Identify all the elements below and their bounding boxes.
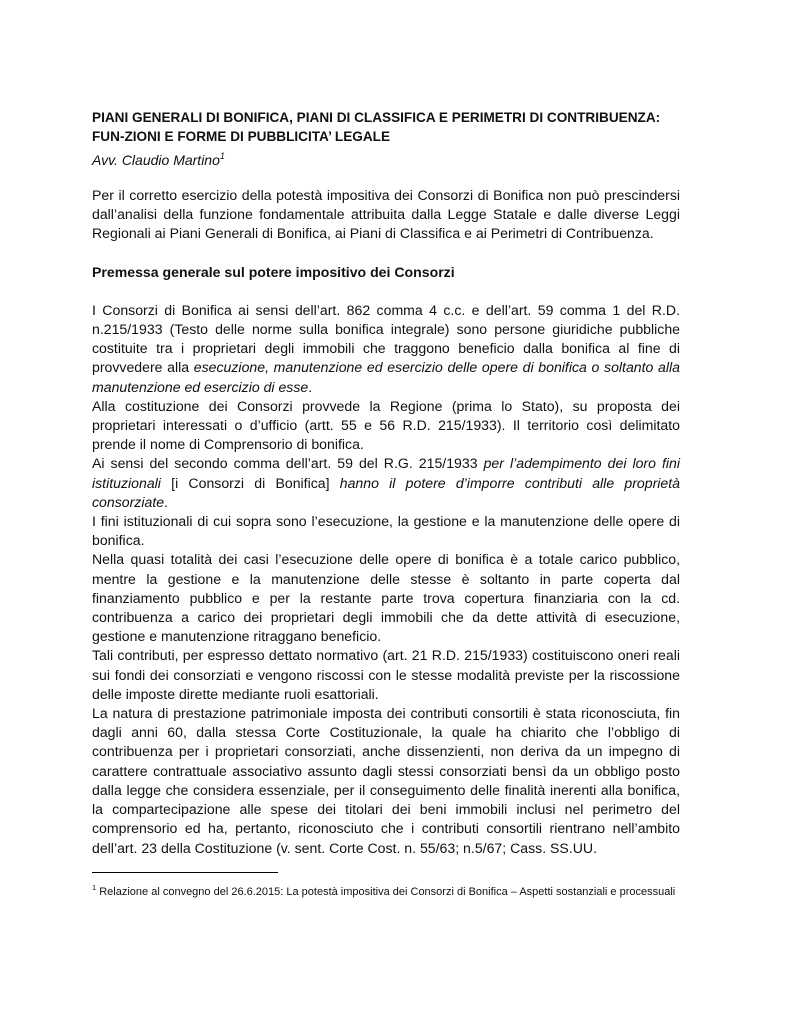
author-footnote-ref[interactable]: 1 xyxy=(219,151,225,161)
paragraph-1-end: . xyxy=(308,378,313,395)
paragraph-5: Nella quasi totalità dei casi l’esecuzione delle opere di bonifica è a totale carico pubblico, mentre la gestione e la manutenzione delle stesse è soltanto in parte coperta dal finanziamento pubblico e per la restante parte trova copertura finanziaria con la cd. contribuenza a carico dei proprietari degli immobili che da dette attività di esecuzione, gestione e manutenzione ritraggano beneficio. xyxy=(92,551,680,645)
paragraph-6: Tali contributi, per espresso dettato normativo (art. 21 R.D. 215/1933) costituiscono oneri reali sui fondi dei consorziati e vengono riscossi con le stesse modalità previste per la riscossione delle imposte dirette mediante ruoli esattoriali. xyxy=(92,647,680,702)
section-heading: Premessa generale sul potere impositivo dei Consorzi xyxy=(92,263,455,280)
paragraph-3-emphasis-2: hanno il potere d’imporre contributi alle proprietà consorziate xyxy=(92,474,681,510)
footnote-text: Relazione al convegno del 26.6.2015: La potestà impositiva dei Consorzi di Bonifica – Aspetti sostanziali e processuali xyxy=(99,886,676,898)
paragraph-3 xyxy=(92,454,680,512)
paragraph-7: La natura di prestazione patrimoniale imposta dei contributi consortili è stata riconosciuta, fin dagli anni 60, dalla stessa Corte Costituzionale, la quale ha chiarito che l’obbligo di contribuenza per i proprietari consorziati, anche dissenzienti, non deriva da un impegno di carattere contrattuale associativo assunto dagli stessi consorziati bensì da un obbligo posto dalla legge che considera essenziale, per il conseguimento delle finalità inerenti alla bonifica, la compartecipazione alle spese dei titolari dei beni immobili inclusi nel perimetro del comprensorio ed ha, pertanto, riconosciuto che i contributi consortili rientrano nell’ambito dell’art. 23 della Costituzione (v. sent. Corte Cost. n. 55/63; n.5/67; Cass. SS.UU. xyxy=(92,705,680,856)
intro-paragraph: Per il corretto esercizio della potestà impositiva dei Consorzi di Bonifica non può prescindersi dall’analisi della funzione fondamentale attribuita dalla Legge Statale e dalle diverse Leggi Regionali ai Piani Generali di Bonifica, ai Piani di Classifica e ai Perimetri di Contribuenza. xyxy=(92,187,680,242)
paragraph-1-text: I Consorzi di Bonifica ai sensi dell’art. 862 comma 4 c.c. e dell’art. 59 comma 1 del R.D. n.215/1933 (Testo delle norme sulla bonifica integrale) sono persone giuridiche pubbliche costituite tra i proprietari degli immobili che traggono beneficio dalla bonifica al fine di provvedere alla xyxy=(92,301,680,376)
document-title: PIANI GENERALI DI BONIFICA, PIANI DI CLASSIFICA E PERIMETRI DI CONTRIBUENZA: FUN-ZIONI E FORME DI PUBBLICITA’ LEGALE xyxy=(92,110,661,144)
paragraph-1-emphasis: esecuzione, manutenzione ed esercizio delle opere di bonifica o soltanto alla manutenzione ed esercizio di esse xyxy=(92,359,680,395)
footnote-number: 1 xyxy=(92,883,97,892)
paragraph-3-emphasis-1: per l’adempimento dei loro fini istituzionali xyxy=(92,455,680,491)
author-name: Avv. Claudio Martino xyxy=(92,152,220,168)
document-author xyxy=(92,146,680,170)
body-text xyxy=(92,301,680,858)
paragraph-3-middle: [i Consorzi di Bonifica] xyxy=(160,474,340,491)
paragraph-1 xyxy=(92,301,680,397)
paragraph-4: I fini istituzionali di cui sopra sono l’esecuzione, la gestione e la manutenzione delle opere di bonifica. xyxy=(92,513,680,549)
paragraph-2: Alla costituzione dei Consorzi provvede la Regione (prima lo Stato), su proposta dei proprietari interessati o d’ufficio (artt. 55 e 56 R.D. 215/1933). Il territorio così delimitato prende il nome di Comprensorio di bonifica. xyxy=(92,397,680,453)
footnote xyxy=(92,880,680,900)
document-page xyxy=(92,108,680,858)
paragraph-3-text: Ai sensi del secondo comma dell’art. 59 del R.G. 215/1933 xyxy=(92,455,484,472)
paragraph-3-end: . xyxy=(164,493,168,510)
footnote-divider xyxy=(92,872,278,873)
